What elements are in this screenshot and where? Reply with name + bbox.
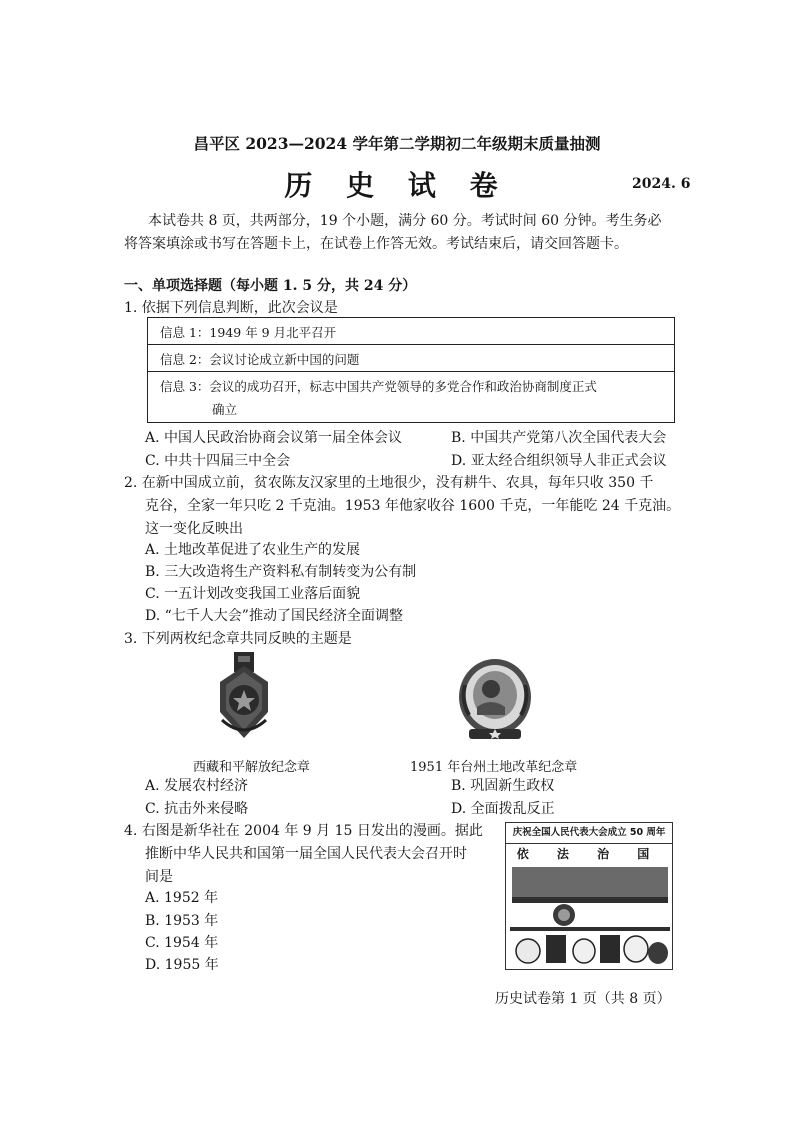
q4-option-b: B. 1953 年	[145, 913, 219, 929]
question-2-stem-line-1: 2. 在新中国成立前，贫农陈友汉家里的土地很少，没有耕牛、农具，每年只收 350 千	[124, 475, 654, 491]
info-2-text: 信息 2：会议讨论成立新中国的问题	[160, 352, 360, 367]
q3-option-b: B. 巩固新生政权	[451, 778, 555, 794]
question-1-stem: 1. 依据下列信息判断，此次会议是	[124, 300, 338, 316]
q3-option-a: A. 发展农村经济	[145, 778, 249, 794]
info-row-3	[148, 372, 674, 422]
q2-option-b: B. 三大改造将生产资料私有制转变为公有制	[145, 564, 417, 580]
instructions-line-1: 本试卷共 8 页，共两部分，19 个小题，满分 60 分。考试时间 60 分钟。考生务必	[148, 213, 662, 229]
q2-option-c: C. 一五计划改变我国工业落后面貌	[145, 586, 361, 602]
q3-option-d: D. 全面拨乱反正	[451, 801, 555, 817]
q4-option-c: C. 1954 年	[145, 935, 219, 951]
info-row-2	[148, 345, 674, 372]
medal-caption-2: 1951 年台州土地改革纪念章	[410, 760, 578, 775]
q2-option-d: D. “七千人大会”推动了国民经济全面调整	[145, 608, 403, 624]
q1-option-d: D. 亚太经合组织领导人非正式会议	[451, 453, 667, 469]
question-4-stem-line-2: 推断中华人民共和国第一届全国人民代表大会召开时	[145, 846, 467, 862]
section-title: 一、单项选择题（每小题 1. 5 分，共 24 分）	[124, 278, 417, 294]
subject-title: 历 史 试 卷	[284, 169, 510, 202]
question-2-stem-line-3: 这一变化反映出	[145, 521, 243, 537]
q1-option-c: C. 中共十四届三中全会	[145, 453, 291, 469]
question-4-stem-line-3: 间是	[145, 869, 173, 885]
info-row-1	[148, 318, 674, 345]
exam-header: 昌平区 2023—2024 学年第二学期初二年级期末质量抽测	[193, 134, 601, 153]
info-3-text-line-1: 信息 3：会议的成功召开，标志中国共产党领导的多党合作和政治协商制度正式	[160, 379, 597, 394]
q1-option-a: A. 中国人民政治协商会议第一届全体会议	[145, 430, 403, 446]
cartoon-drawing	[506, 863, 673, 970]
cartoon-title: 庆祝全国人民代表大会成立 50 周年	[506, 823, 672, 844]
page-footer: 历史试卷第 1 页（共 8 页）	[495, 991, 671, 1007]
question-4-stem-line-1: 4. 右图是新华社在 2004 年 9 月 15 日发出的漫画。据此	[124, 823, 483, 839]
q2-option-a: A. 土地改革促进了农业生产的发展	[145, 542, 361, 558]
q1-option-b: B. 中国共产党第八次全国代表大会	[451, 430, 667, 446]
tibet-liberation-medal-image	[212, 650, 276, 742]
exam-date: 2024. 6	[632, 176, 691, 192]
info-table	[147, 317, 675, 423]
npc-anniversary-cartoon	[505, 822, 673, 970]
medal-caption-1: 西藏和平解放纪念章	[193, 760, 311, 775]
q3-option-c: C. 抗击外来侵略	[145, 801, 249, 817]
info-1-text: 信息 1：1949 年 9 月北平召开	[160, 325, 337, 340]
info-3-text-line-2: 确立	[212, 402, 238, 417]
question-3-stem: 3. 下列两枚纪念章共同反映的主题是	[124, 631, 352, 647]
question-2-stem-line-2: 克谷，全家一年只吃 2 千克油。1953 年他家收谷 1600 千克，一年能吃 24 千克油。	[145, 498, 681, 514]
instructions-line-2: 将答案填涂或书写在答题卡上，在试卷上作答无效。考试结束后，请交回答题卡。	[124, 236, 628, 252]
cartoon-slogan: 依 法 治 国	[516, 847, 662, 861]
q4-option-a: A. 1952 年	[145, 890, 219, 906]
land-reform-medal-image	[455, 655, 535, 745]
q4-option-d: D. 1955 年	[145, 957, 219, 973]
